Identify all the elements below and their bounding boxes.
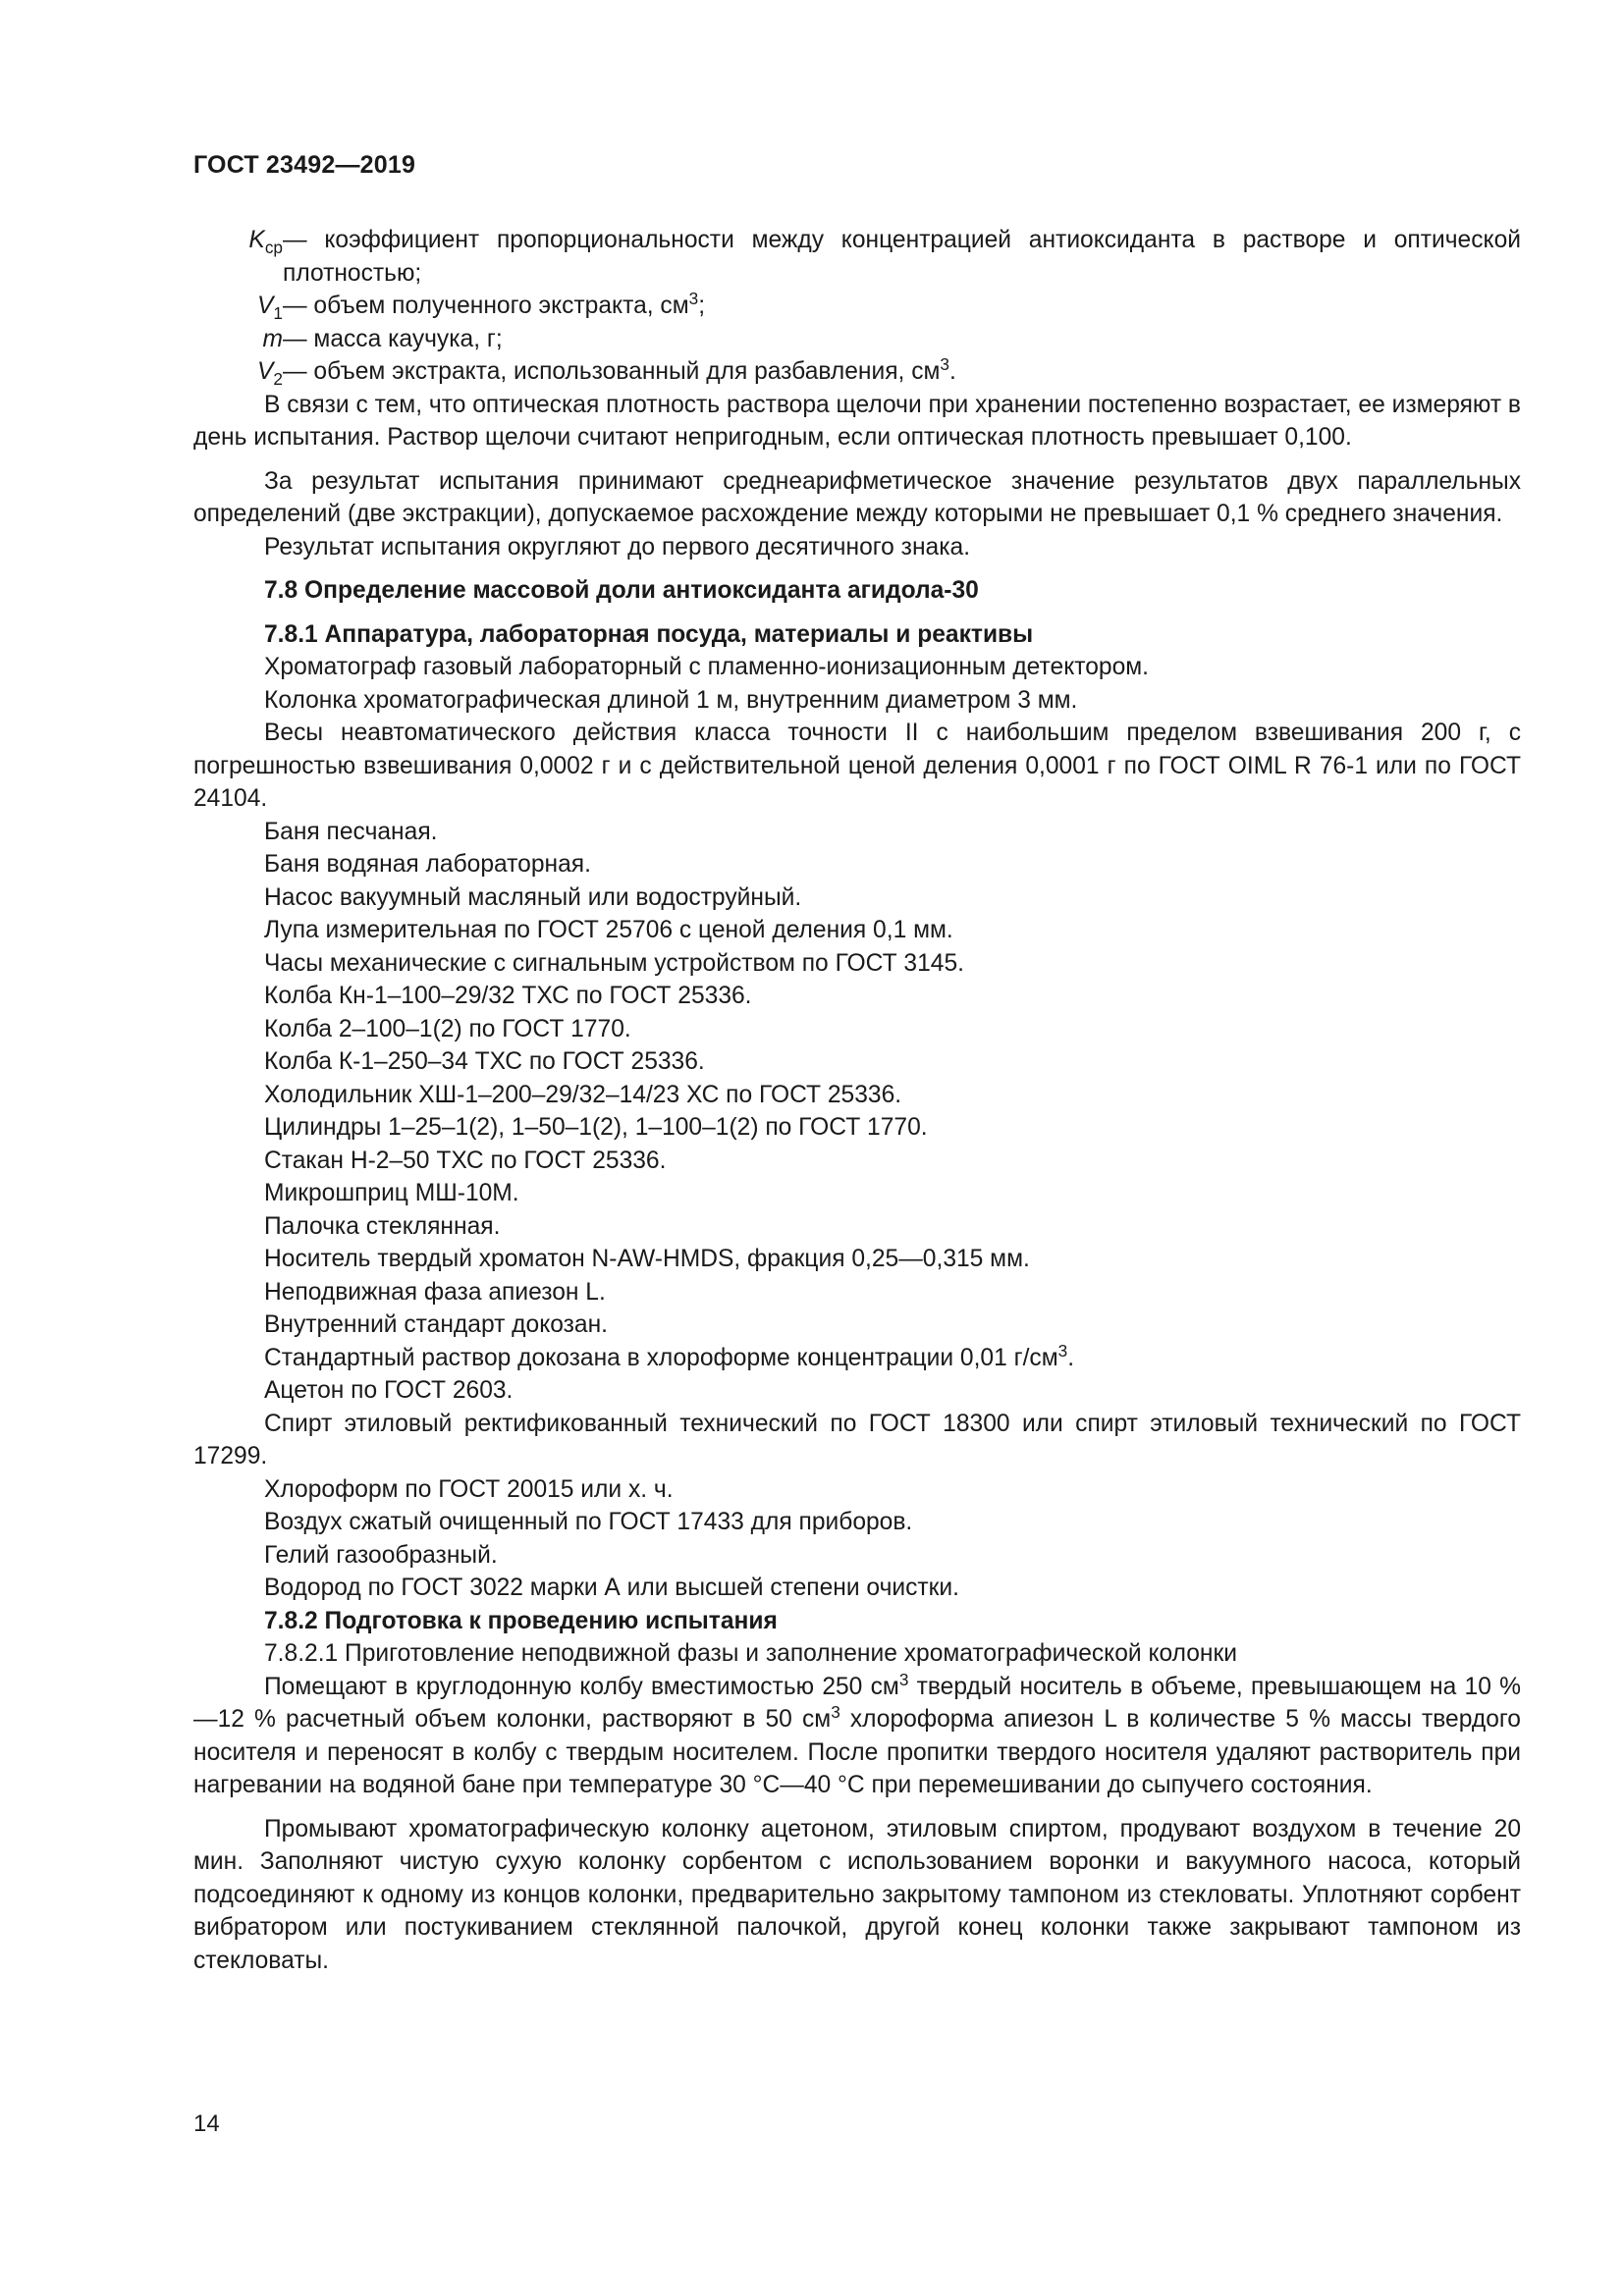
definition-symbol: $V_1$ — [257, 293, 283, 323]
section-heading-7-8-2: 7.8.2 Подготовка к проведению испытания — [264, 1607, 778, 1634]
equipment-item: Колонка хроматографическая длиной 1 м, внутренним диаметром 3 мм. — [264, 686, 1078, 714]
equipment-item: Неподвижная фаза апиезон L. — [264, 1278, 606, 1306]
equipment-item: Спирт этиловый ректификованный технический по ГОСТ 18300 или спирт этиловый технический по ГОСТ 17299. — [193, 1410, 1521, 1469]
definition-text: — объем экстракта, использованный для разбавления, $см^3$. — [283, 353, 956, 385]
section-heading-7-8: 7.8 Определение массовой доли антиоксиданта агидола-30 — [264, 577, 979, 604]
page-number: 14 — [193, 2110, 220, 2137]
equipment-item: Лупа измерительная по ГОСТ 25706 с ценой деления 0,1 мм. — [264, 917, 953, 943]
equipment-item: Колба Кн-1–100–29/32 ТХС по ГОСТ 25336. — [264, 983, 752, 1009]
paragraph: За результат испытания принимают среднеарифметическое значение результатов двух параллельных определений (две экстракции), допускаемое расхождение между которыми не превышает 0,1 % среднего значения. — [193, 467, 1521, 527]
equipment-item: Баня песчаная. — [264, 818, 438, 845]
equipment-item: Стакан Н-2–50 ТХС по ГОСТ 25336. — [264, 1147, 667, 1174]
equipment-item: Холодильник ХШ-1–200–29/32–14/23 ХС по ГОСТ 25336. — [264, 1081, 902, 1108]
equipment-item: Внутренний стандарт докозан. — [264, 1311, 609, 1338]
paragraph: Промывают хроматографическую колонку ацетоном, этиловым спиртом, продувают воздухом в течение 20 мин. Заполняют чистую сухую колонку сорбентом с использованием воронки и вакуумного насоса, который подсоединяют к одному из концов колонки, предварительно закрытому тампоном из стекловаты. Уплотняют сорбент вибратором или постукиванием стеклянной палочкой, другой конец колонки также закрывают тампоном из стекловаты. — [193, 1815, 1521, 1974]
equipment-item: Баня водяная лабораторная. — [264, 851, 591, 878]
document-header: ГОСТ 23492—2019 — [193, 151, 416, 179]
subsection-heading-7-8-2-1: 7.8.2.1 Приготовление неподвижной фазы и заполнение хроматографической колонки — [264, 1640, 1238, 1667]
equipment-item: Микрошприц МШ-10М. — [264, 1180, 519, 1206]
equipment-item: Палочка стеклянная. — [264, 1212, 501, 1240]
equipment-item: Хроматограф газовый лабораторный с пламенно-ионизационным детектором. — [264, 654, 1150, 680]
equipment-item: Стандартный раствор докозана в хлороформе концентрации 0,01 $г/см^3$. — [264, 1340, 1075, 1371]
paragraph: Результат испытания округляют до первого десятичного знака. — [264, 533, 971, 561]
equipment-item: Колба К-1–250–34 ТХС по ГОСТ 25336. — [264, 1048, 705, 1075]
equipment-item: Насос вакуумный масляный или водоструйный. — [264, 883, 802, 911]
equipment-item: Носитель твердый хроматон N-AW-HMDS, фракция 0,25—0,315 мм. — [264, 1246, 1030, 1272]
equipment-item: Ацетон по ГОСТ 2603. — [264, 1377, 514, 1404]
equipment-item: Воздух сжатый очищенный по ГОСТ 17433 для приборов. — [264, 1509, 913, 1535]
definition-v2 — [193, 355, 1521, 389]
equipment-item: Гелий газообразный. — [264, 1541, 498, 1569]
definition-symbol: $V_2$ — [257, 358, 283, 389]
definition-m — [193, 323, 1521, 356]
definition-text: — объем полученного экстракта, $см^3$; — [283, 288, 706, 319]
page-content — [193, 224, 1521, 1977]
definition-text: — масса каучука, г; — [283, 325, 503, 352]
equipment-item: Часы механические с сигнальным устройством по ГОСТ 3145. — [264, 949, 964, 977]
definition-v1 — [193, 290, 1521, 323]
definition-kcp — [193, 224, 1521, 290]
equipment-item: Цилиндры 1–25–1(2), 1–50–1(2), 1–100–1(2) по ГОСТ 1770. — [264, 1114, 928, 1141]
paragraph: В связи с тем, что оптическая плотность раствора щелочи при хранении постепенно возрастает, ее измеряют в день испытания. Раствор щелочи считают непригодным, если оптическая плотность превышает 0,100. — [193, 391, 1521, 451]
definition-text: — коэффициент пропорциональности между концентрацией антиоксиданта в растворе и оптической плотностью; — [283, 227, 1521, 287]
definition-symbol: $K_{ср}$ — [248, 227, 283, 257]
equipment-item: Хлороформ по ГОСТ 20015 или х. ч. — [264, 1475, 674, 1503]
equipment-item: Колба 2–100–1(2) по ГОСТ 1770. — [264, 1015, 631, 1042]
equipment-item: Весы неавтоматического действия класса точности II с наибольшим пределом взвешивания 200 г, с погрешностью взвешивания 0,0002 г и с действительной ценой деления 0,0001 г по ГОСТ OIML R 76-1 или по ГОСТ 24104. — [193, 720, 1521, 812]
definition-symbol: m — [262, 325, 283, 352]
paragraph: Помещают в круглодонную колбу вместимостью 250 $см^3$ твердый носитель в объеме, превышающем на 10 %—12 % расчетный объем колонки, растворяют в 50 $см^3$ хлороформа апиезон L в количестве 5 % массы твердого носителя и переносят в колбу с твердым носителем. После пропитки твердого носителя удаляют растворитель при нагревании на водяной бане при температуре 30 °С—40 °С при перемешивании до сыпучего состояния. — [193, 1669, 1522, 1798]
section-heading-7-8-1: 7.8.1 Аппаратура, лабораторная посуда, материалы и реактивы — [264, 620, 1034, 648]
equipment-item: Водород по ГОСТ 3022 марки А или высшей степени очистки. — [264, 1575, 960, 1601]
